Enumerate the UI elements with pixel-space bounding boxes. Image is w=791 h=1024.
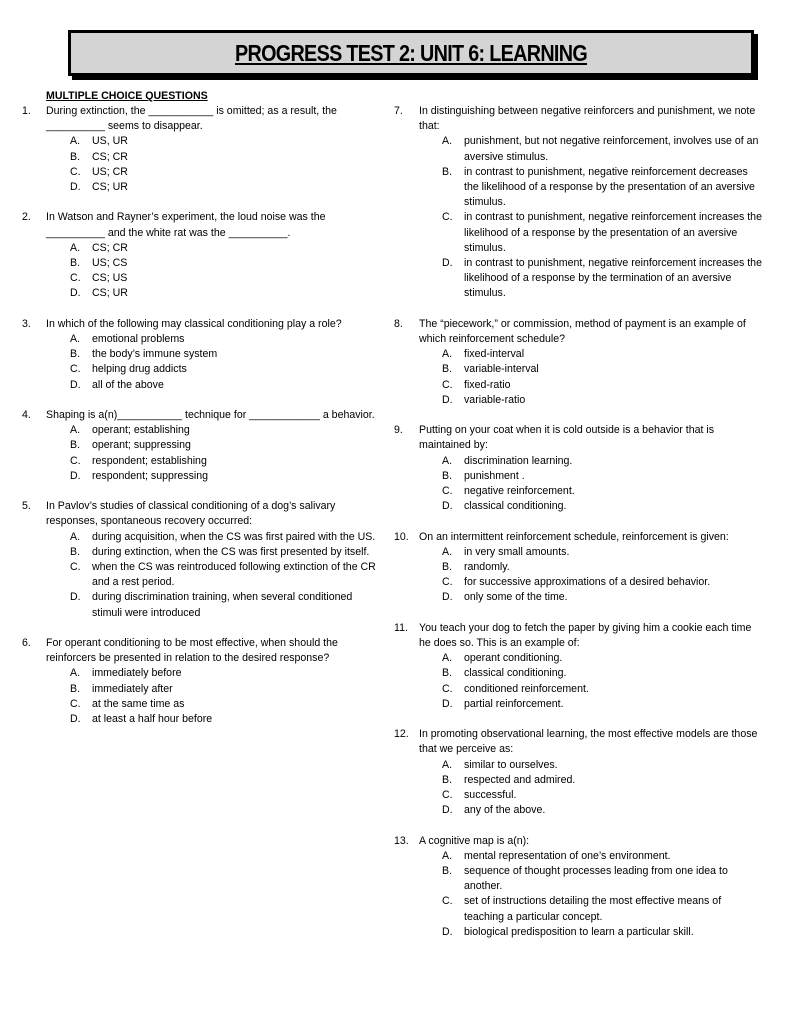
answer-option <box>70 454 382 469</box>
option-letter: C. <box>442 576 453 589</box>
answer-option <box>442 894 764 924</box>
question-text: In distinguishing between negative reinforcers and punishment, we note that: <box>419 105 756 133</box>
question-number: 3. <box>22 317 31 330</box>
option-text: set of instructions detailing the most effective means of teaching a particular concept. <box>464 895 722 923</box>
option-text: operant; suppressing <box>92 439 191 452</box>
option-letter: B. <box>442 865 453 878</box>
option-letter: A. <box>442 652 453 665</box>
option-letter: A. <box>442 849 453 862</box>
question-stem <box>394 727 764 757</box>
answer-option <box>70 362 382 377</box>
answer-option <box>442 864 764 894</box>
option-letter: C. <box>442 895 453 908</box>
option-letter: A. <box>442 135 453 148</box>
option-letter: B. <box>70 439 81 452</box>
option-text: similar to ourselves. <box>464 758 558 771</box>
option-text: US; CR <box>92 165 128 178</box>
answer-option <box>442 210 764 256</box>
question-6 <box>22 636 382 727</box>
option-text: respondent; establishing <box>92 454 207 467</box>
question-stem <box>22 317 382 332</box>
question-stem <box>22 636 382 666</box>
answer-option <box>70 712 382 727</box>
question-stem <box>22 210 382 240</box>
answer-option <box>70 469 382 484</box>
answer-option <box>442 560 764 575</box>
answer-option <box>442 590 764 605</box>
option-text: at least a half hour before <box>92 713 213 726</box>
option-text: operant conditioning. <box>464 652 563 665</box>
option-letter: B. <box>70 682 81 695</box>
answer-option <box>70 256 382 271</box>
answer-option <box>442 666 764 681</box>
question-text: In Watson and Rayner’s experiment, the loud noise was the __________ and the white rat was the __________. <box>46 211 326 239</box>
question-stem <box>394 621 764 651</box>
option-text: CS; CR <box>92 241 128 254</box>
question-text: You teach your dog to fetch the paper by giving him a cookie each time he does so. This is an example of: <box>419 621 752 650</box>
option-text: all of the above <box>92 378 164 391</box>
answer-option <box>70 438 382 453</box>
option-letter: C. <box>442 211 453 224</box>
option-letter: B. <box>442 363 453 376</box>
option-letter: A. <box>70 135 81 148</box>
answer-option <box>70 697 382 712</box>
right-column <box>394 104 764 955</box>
question-text: On an intermittent reinforcement schedule, reinforcement is given: <box>419 530 729 543</box>
option-text: CS; UR <box>92 287 128 300</box>
answer-option <box>442 849 764 864</box>
option-letter: B. <box>70 150 81 163</box>
answer-option <box>70 134 382 149</box>
option-letter: A. <box>442 758 453 771</box>
question-1 <box>22 104 382 195</box>
option-text: discrimination learning. <box>464 454 573 467</box>
question-3 <box>22 317 382 393</box>
answer-option <box>70 241 382 256</box>
question-text: During extinction, the ___________ is omitted; as a result, the __________ seems to disappear. <box>46 105 337 133</box>
option-letter: B. <box>70 545 81 558</box>
answer-option <box>70 590 382 620</box>
option-text: negative reinforcement. <box>464 485 575 498</box>
option-letter: B. <box>70 257 81 270</box>
option-text: mental representation of one’s environment. <box>464 849 671 862</box>
option-text: during acquisition, when the CS was first paired with the US. <box>92 530 376 543</box>
title-box <box>68 30 754 76</box>
option-letter: D. <box>442 591 453 604</box>
question-number: 9. <box>394 424 403 437</box>
option-text: biological predisposition to learn a particular skill. <box>464 925 694 938</box>
question-text: For operant conditioning to be most effective, when should the reinforcers be presented in relation to the desired response? <box>46 637 338 665</box>
option-text: in contrast to punishment, negative reinforcement increases the likelihood of a response by the presentation of an aversive stimulus. <box>464 211 762 254</box>
question-number: 8. <box>394 317 403 330</box>
question-number: 5. <box>22 500 31 513</box>
option-letter: B. <box>70 348 81 361</box>
option-letter: D. <box>442 257 453 270</box>
option-text: operant; establishing <box>92 424 190 437</box>
option-text: at the same time as <box>92 697 185 710</box>
question-text: Shaping is a(n)___________ technique for ____________ a behavior. <box>46 409 375 422</box>
option-letter: A. <box>70 241 81 254</box>
answer-option <box>442 134 764 164</box>
answer-option <box>70 423 382 438</box>
question-10 <box>394 530 764 606</box>
answer-option <box>442 803 764 818</box>
answer-option <box>442 393 764 408</box>
option-text: for successive approximations of a desired behavior. <box>464 576 711 589</box>
option-text: respected and admired. <box>464 773 576 786</box>
answer-option <box>442 499 764 514</box>
answer-option <box>70 560 382 590</box>
option-letter: B. <box>442 773 453 786</box>
question-stem <box>394 317 764 347</box>
question-11 <box>394 621 764 712</box>
question-4 <box>22 408 382 484</box>
question-stem <box>394 104 764 134</box>
answer-option <box>70 347 382 362</box>
option-text: CS; CR <box>92 150 128 163</box>
question-number: 12. <box>394 728 409 741</box>
option-text: in contrast to punishment, negative reinforcement increases the likelihood of a response by the termination of an aversive stimulus. <box>464 257 762 300</box>
option-text: fixed-interval <box>464 348 525 361</box>
option-letter: A. <box>442 454 453 467</box>
question-number: 10. <box>394 530 409 543</box>
option-letter: D. <box>442 393 453 406</box>
option-text: immediately before <box>92 667 182 680</box>
question-text: In Pavlov’s studies of classical conditioning of a dog’s salivary responses, spontaneous recovery occurred: <box>46 500 336 528</box>
option-letter: D. <box>70 591 81 604</box>
question-stem <box>394 834 764 849</box>
question-2 <box>22 210 382 301</box>
option-letter: B. <box>442 667 453 680</box>
option-text: CS; UR <box>92 181 128 194</box>
answer-option <box>442 362 764 377</box>
question-stem <box>22 104 382 134</box>
answer-option <box>442 651 764 666</box>
page-title: PROGRESS TEST 2: UNIT 6: LEARNING <box>234 40 588 66</box>
option-letter: D. <box>70 181 81 194</box>
option-text: helping drug addicts <box>92 363 187 376</box>
question-number: 2. <box>22 211 31 224</box>
question-stem <box>394 530 764 545</box>
option-text: emotional problems <box>92 333 185 346</box>
option-letter: D. <box>70 287 81 300</box>
option-letter: C. <box>70 165 81 178</box>
option-text: when the CS was reintroduced following extinction of the CR and a rest period. <box>92 561 376 589</box>
option-letter: A. <box>70 667 81 680</box>
answer-option <box>442 256 764 302</box>
option-text: punishment, but not negative reinforcement, involves use of an aversive stimulus. <box>464 135 759 163</box>
answer-option <box>442 773 764 788</box>
option-letter: D. <box>70 713 81 726</box>
answer-option <box>70 530 382 545</box>
question-text: In which of the following may classical conditioning play a role? <box>46 317 342 330</box>
question-text: A cognitive map is a(n): <box>419 834 530 847</box>
option-text: fixed-ratio <box>464 378 511 391</box>
option-letter: C. <box>70 272 81 285</box>
option-letter: D. <box>70 378 81 391</box>
option-text: punishment . <box>464 469 525 482</box>
option-letter: C. <box>70 363 81 376</box>
option-letter: C. <box>70 561 81 574</box>
answer-option <box>442 545 764 560</box>
option-text: variable-ratio <box>464 393 526 406</box>
option-letter: D. <box>442 500 453 513</box>
option-text: classical conditioning. <box>464 500 567 513</box>
answer-option <box>442 484 764 499</box>
question-text: The “piecework,” or commission, method of payment is an example of which reinforcement schedule? <box>419 317 746 346</box>
question-5 <box>22 499 382 621</box>
answer-option <box>70 150 382 165</box>
answer-option <box>70 286 382 301</box>
question-number: 1. <box>22 105 31 117</box>
option-text: in very small amounts. <box>464 545 570 558</box>
option-letter: C. <box>442 682 453 695</box>
answer-option <box>70 180 382 195</box>
question-number: 11. <box>394 621 408 634</box>
answer-option <box>442 682 764 697</box>
answer-option <box>442 697 764 712</box>
option-text: randomly. <box>464 561 510 574</box>
answer-option <box>442 469 764 484</box>
option-letter: D. <box>442 697 453 710</box>
option-text: conditioned reinforcement. <box>464 682 589 695</box>
option-letter: A. <box>70 333 81 346</box>
option-text: sequence of thought processes leading from one idea to another. <box>464 865 728 893</box>
option-text: respondent; suppressing <box>92 469 209 482</box>
answer-option <box>70 378 382 393</box>
question-text: In promoting observational learning, the most effective models are those that we perceive as: <box>419 728 758 756</box>
section-heading: MULTIPLE CHOICE QUESTIONS <box>46 90 208 102</box>
question-number: 6. <box>22 637 31 650</box>
answer-option <box>442 454 764 469</box>
question-text: Putting on your coat when it is cold outside is a behavior that is maintained by: <box>419 424 715 452</box>
option-letter: C. <box>442 485 453 498</box>
option-letter: D. <box>442 925 453 938</box>
question-stem <box>22 408 382 423</box>
question-stem <box>394 423 764 453</box>
option-letter: C. <box>442 378 453 391</box>
option-letter: D. <box>70 469 81 482</box>
answer-option <box>70 682 382 697</box>
option-text: CS; US <box>92 272 128 285</box>
option-letter: D. <box>442 804 453 817</box>
option-letter: B. <box>442 469 453 482</box>
answer-option <box>70 165 382 180</box>
option-letter: A. <box>70 424 81 437</box>
question-stem <box>22 499 382 529</box>
question-12 <box>394 727 764 818</box>
answer-option <box>442 165 764 211</box>
option-letter: B. <box>442 561 453 574</box>
answer-option <box>442 575 764 590</box>
option-text: immediately after <box>92 682 173 695</box>
answer-option <box>442 788 764 803</box>
question-number: 4. <box>22 409 31 422</box>
answer-option <box>442 347 764 362</box>
question-number: 13. <box>394 834 409 847</box>
question-9 <box>394 423 764 514</box>
option-text: variable-interval <box>464 363 539 376</box>
option-text: US, UR <box>92 135 128 148</box>
answer-option <box>70 271 382 286</box>
left-column <box>22 104 382 742</box>
question-8 <box>394 317 764 408</box>
answer-option <box>70 545 382 560</box>
option-text: US; CS <box>92 257 128 270</box>
option-text: successful. <box>464 789 517 802</box>
answer-option <box>442 925 764 940</box>
option-letter: C. <box>70 697 81 710</box>
answer-option <box>70 332 382 347</box>
option-letter: A. <box>442 545 453 558</box>
option-letter: B. <box>442 165 453 178</box>
option-text: during discrimination training, when several conditioned stimuli were introduced <box>92 591 353 619</box>
option-letter: A. <box>70 530 81 543</box>
option-text: during extinction, when the CS was first presented by itself. <box>92 545 370 558</box>
answer-option <box>442 758 764 773</box>
option-text: any of the above. <box>464 804 546 817</box>
option-letter: A. <box>442 348 453 361</box>
question-7 <box>394 104 764 302</box>
option-text: in contrast to punishment, negative reinforcement decreases the likelihood of a response by the presentation of an aversive stimulus. <box>464 165 755 209</box>
option-text: classical conditioning. <box>464 667 567 680</box>
option-text: partial reinforcement. <box>464 697 564 710</box>
question-13 <box>394 834 764 940</box>
option-text: the body’s immune system <box>92 348 218 361</box>
answer-option <box>70 666 382 681</box>
answer-option <box>442 378 764 393</box>
question-number: 7. <box>394 105 403 117</box>
option-text: only some of the time. <box>464 591 568 604</box>
option-letter: C. <box>442 789 453 802</box>
option-letter: C. <box>70 454 81 467</box>
